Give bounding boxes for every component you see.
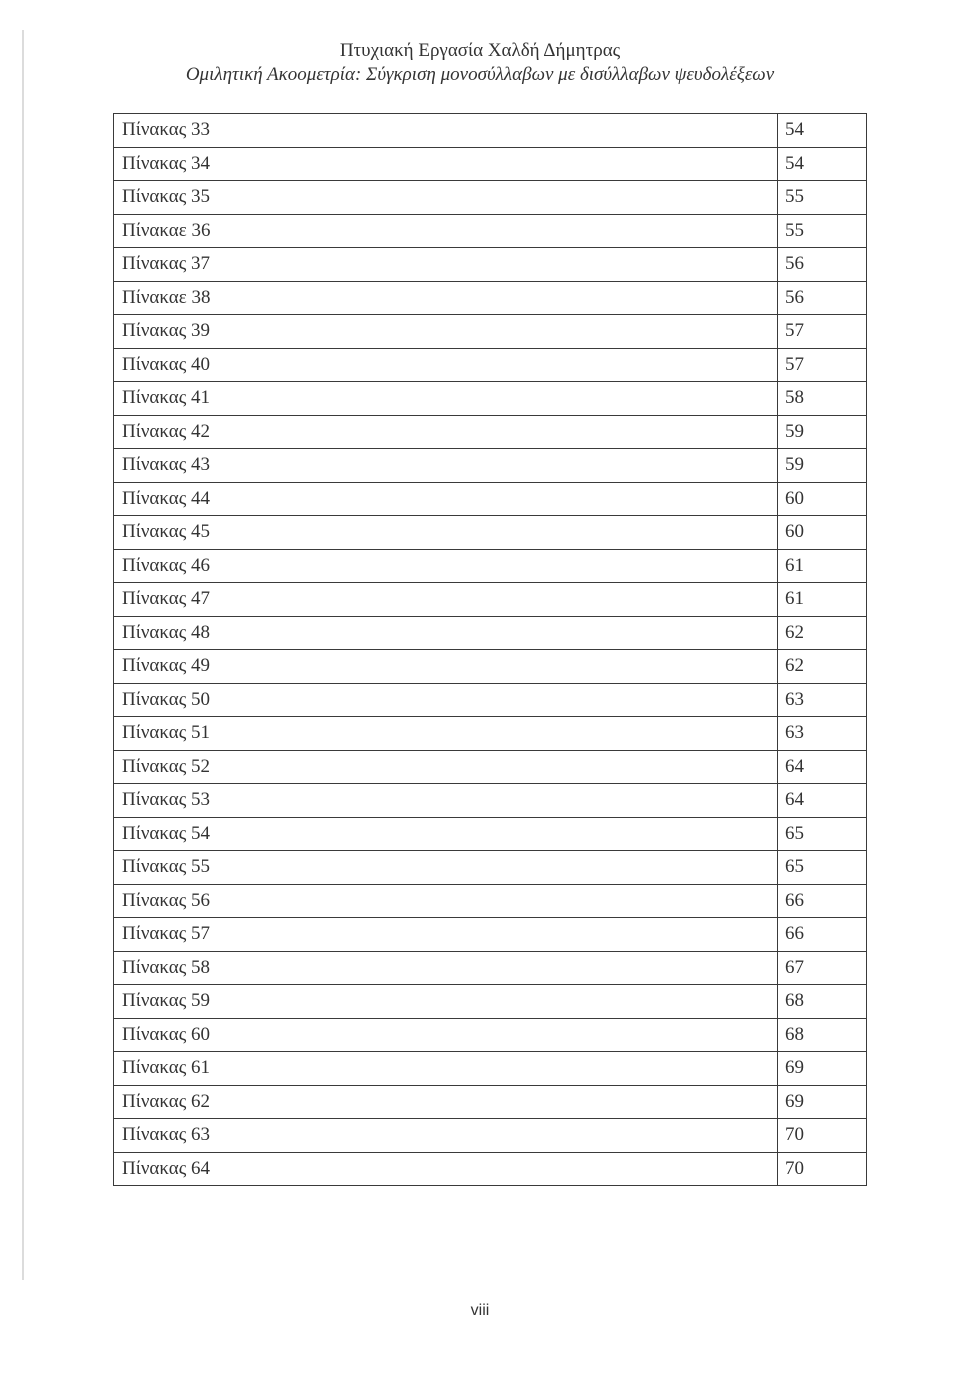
table-entry-page: 66 — [778, 884, 867, 918]
table-entry-page: 65 — [778, 851, 867, 885]
table-entry-page: 67 — [778, 951, 867, 985]
table-entry-label: Πίνακας 58 — [114, 951, 778, 985]
table-row — [114, 851, 867, 885]
table-entry-label: Πίνακας 54 — [114, 817, 778, 851]
table-entry-page: 69 — [778, 1085, 867, 1119]
document-title: Πτυχιακή Εργασία Χαλδή Δήμητρας — [339, 40, 621, 61]
table-entry-page: 57 — [778, 315, 867, 349]
table-entry-page: 70 — [778, 1119, 867, 1153]
table-row — [114, 1119, 867, 1153]
table-entry-page: 61 — [778, 549, 867, 583]
table-row — [114, 884, 867, 918]
table-entry-label: Πίνακας 42 — [114, 415, 778, 449]
table-row — [114, 147, 867, 181]
table-row — [114, 616, 867, 650]
table-row — [114, 750, 867, 784]
table-row — [114, 1052, 867, 1086]
table-row — [114, 181, 867, 215]
table-entry-page: 62 — [778, 650, 867, 684]
table-row — [114, 683, 867, 717]
table-entry-label: Πίνακας 60 — [114, 1018, 778, 1052]
table-entry-label: Πίνακας 50 — [114, 683, 778, 717]
table-row — [114, 248, 867, 282]
table-row — [114, 583, 867, 617]
table-row — [114, 516, 867, 550]
table-entry-label: Πίνακας 52 — [114, 750, 778, 784]
table-entry-page: 66 — [778, 918, 867, 952]
table-entry-label: Πίνακας 40 — [114, 348, 778, 382]
table-entry-label: Πίνακας 56 — [114, 884, 778, 918]
toc-body — [114, 114, 867, 1186]
table-entry-label: Πίνακας 59 — [114, 985, 778, 1019]
table-entry-label: Πίνακας 57 — [114, 918, 778, 952]
table-entry-label: Πίνακας 53 — [114, 784, 778, 818]
table-entry-page: 60 — [778, 482, 867, 516]
table-entry-page: 64 — [778, 784, 867, 818]
table-entry-label: Πίνακας 49 — [114, 650, 778, 684]
table-row — [114, 281, 867, 315]
table-row — [114, 784, 867, 818]
table-entry-page: 63 — [778, 683, 867, 717]
table-entry-page: 62 — [778, 616, 867, 650]
table-entry-page: 59 — [778, 449, 867, 483]
table-entry-page: 69 — [778, 1052, 867, 1086]
table-row — [114, 650, 867, 684]
table-entry-page: 56 — [778, 281, 867, 315]
table-row — [114, 482, 867, 516]
table-entry-page: 55 — [778, 214, 867, 248]
table-entry-page: 64 — [778, 750, 867, 784]
table-entry-label: Πίνακας 35 — [114, 181, 778, 215]
table-row — [114, 315, 867, 349]
table-entry-page: 65 — [778, 817, 867, 851]
table-entry-label: Πίνακας 43 — [114, 449, 778, 483]
page-number: viii — [470, 1302, 490, 1319]
table-entry-page: 68 — [778, 1018, 867, 1052]
table-entry-label: Πίνακας 45 — [114, 516, 778, 550]
table-entry-page: 70 — [778, 1152, 867, 1186]
table-row — [114, 415, 867, 449]
table-entry-page: 59 — [778, 415, 867, 449]
table-entry-page: 57 — [778, 348, 867, 382]
table-row — [114, 951, 867, 985]
table-row — [114, 918, 867, 952]
table-entry-label: Πίνακας 61 — [114, 1052, 778, 1086]
table-entry-label: Πίνακας 33 — [114, 114, 778, 148]
table-entry-page: 68 — [778, 985, 867, 1019]
table-row — [114, 114, 867, 148]
table-row — [114, 348, 867, 382]
table-entry-label: Πίνακας 44 — [114, 482, 778, 516]
table-entry-label: Πίνακας 63 — [114, 1119, 778, 1153]
table-entry-label: Πίνακας 34 — [114, 147, 778, 181]
table-entry-page: 56 — [778, 248, 867, 282]
table-row — [114, 985, 867, 1019]
table-entry-label: Πίνακας 37 — [114, 248, 778, 282]
table-entry-label: Πίνακας 62 — [114, 1085, 778, 1119]
table-entry-label: Πίνακας 39 — [114, 315, 778, 349]
table-row — [114, 214, 867, 248]
table-row — [114, 1085, 867, 1119]
table-entry-page: 55 — [778, 181, 867, 215]
table-row — [114, 382, 867, 416]
table-entry-label: Πίνακας 46 — [114, 549, 778, 583]
table-row — [114, 549, 867, 583]
table-entry-label: Πίνακαε 38 — [114, 281, 778, 315]
list-of-tables — [113, 113, 867, 1186]
table-row — [114, 1018, 867, 1052]
table-row — [114, 717, 867, 751]
table-entry-label: Πίνακας 48 — [114, 616, 778, 650]
table-entry-page: 61 — [778, 583, 867, 617]
scan-margin-line — [22, 30, 24, 1280]
table-row — [114, 1152, 867, 1186]
document-subtitle: Ομιλητική Ακοομετρία: Σύγκριση μονοσύλλαβων με δισύλλαβων ψευδολέξεων — [185, 64, 775, 85]
table-entry-page: 60 — [778, 516, 867, 550]
table-entry-page: 54 — [778, 147, 867, 181]
table-row — [114, 817, 867, 851]
table-entry-page: 54 — [778, 114, 867, 148]
table-entry-label: Πίνακαε 36 — [114, 214, 778, 248]
table-entry-label: Πίνακας 47 — [114, 583, 778, 617]
table-entry-label: Πίνακας 51 — [114, 717, 778, 751]
table-entry-label: Πίνακας 55 — [114, 851, 778, 885]
table-row — [114, 449, 867, 483]
table-entry-label: Πίνακας 41 — [114, 382, 778, 416]
table-entry-page: 58 — [778, 382, 867, 416]
table-entry-page: 63 — [778, 717, 867, 751]
table-entry-label: Πίνακας 64 — [114, 1152, 778, 1186]
